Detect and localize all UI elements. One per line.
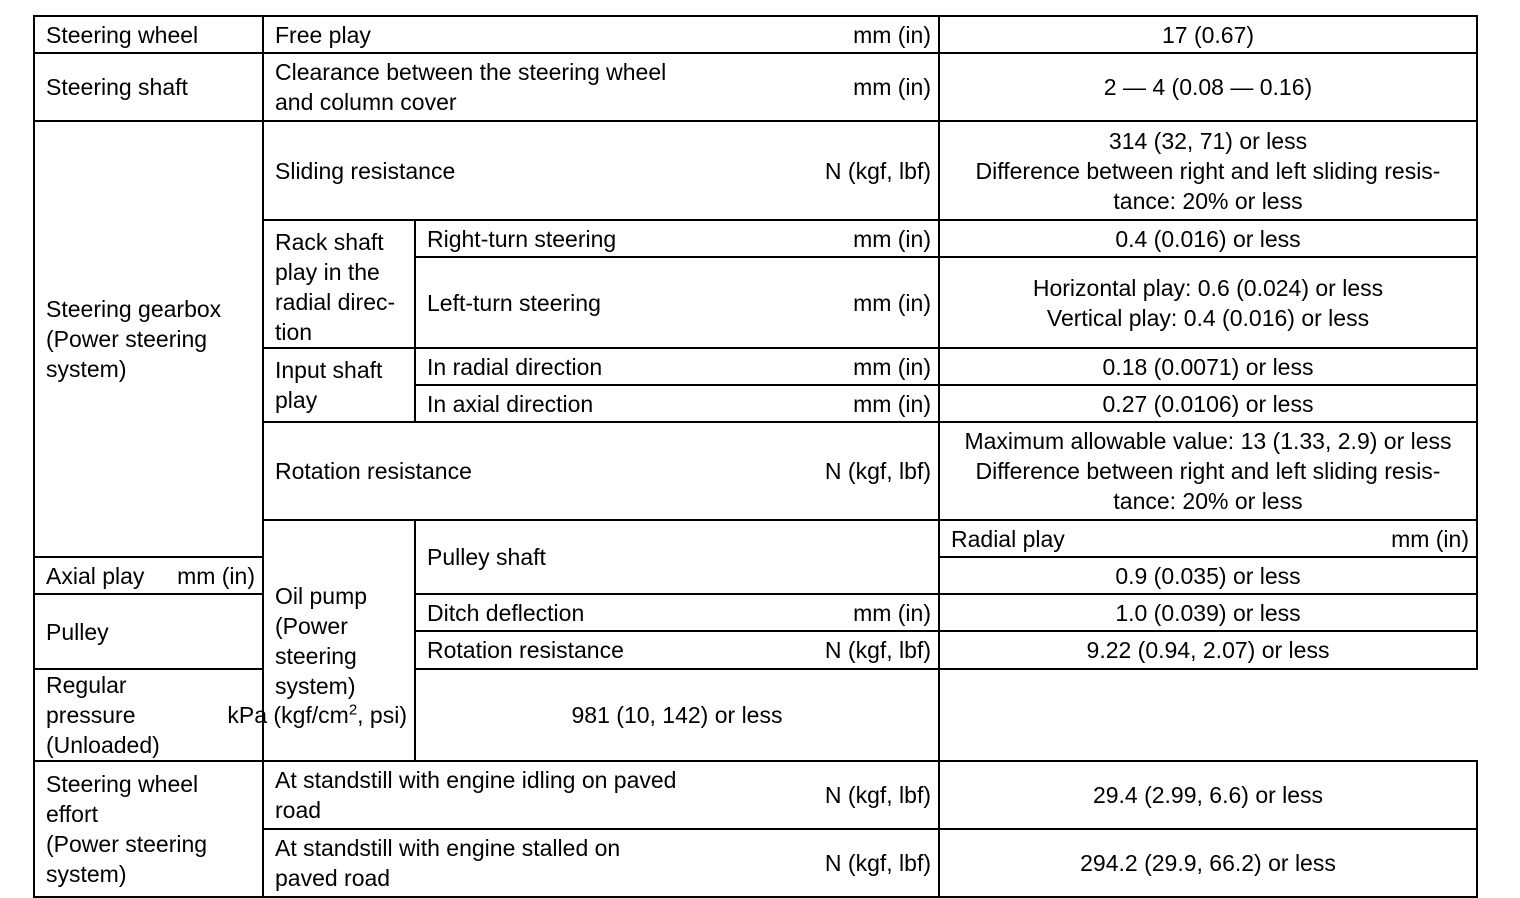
unit-label: N (kgf, lbf) xyxy=(824,782,931,808)
table-row xyxy=(34,669,1477,761)
component-cell xyxy=(34,121,263,557)
table-row xyxy=(34,121,1477,220)
group-line: radial direc- xyxy=(275,289,396,315)
component-line: Oil pump xyxy=(275,582,368,609)
item-label xyxy=(275,765,676,825)
item-label: Ditch deflection xyxy=(427,599,585,626)
component-line: effort xyxy=(46,801,98,827)
group-label: Pulley xyxy=(46,618,109,645)
spec-value: 0.27 (0.0106) or less xyxy=(1102,390,1314,417)
component-line: (Power steering xyxy=(46,326,208,352)
value-line: 314 (32, 71) or less xyxy=(1108,127,1308,154)
unit-label: N (kgf, lbf) xyxy=(824,458,931,484)
unit-label: mm (in) xyxy=(853,21,931,48)
unit-label: mm (in) xyxy=(853,225,931,252)
unit-suffix: , psi) xyxy=(357,702,407,728)
item-label: Radial play xyxy=(951,525,1065,552)
value-line: Vertical play: 0.4 (0.016) or less xyxy=(1046,304,1370,331)
spec-value: 0.18 (0.0071) or less xyxy=(1102,353,1314,380)
component-line: (Power steering xyxy=(46,831,208,857)
group-cell xyxy=(34,594,263,669)
component-label: Steering shaft xyxy=(46,74,188,100)
spec-value: 0.4 (0.016) or less xyxy=(1115,225,1301,252)
group-line: tion xyxy=(275,319,313,345)
unit-label: mm (in) xyxy=(177,562,255,589)
value-cell xyxy=(939,348,1477,385)
value-cell xyxy=(939,829,1477,897)
item-cell xyxy=(34,557,263,594)
unit-prefix: kPa (kgf/cm xyxy=(227,702,349,728)
item-label: Rotation resistance xyxy=(275,458,472,484)
item-line: paved road xyxy=(275,865,391,891)
value-cell xyxy=(939,220,1477,257)
item-label: Rotation resistance xyxy=(427,637,624,663)
value-line: Maximum allowable value: 13 (1.33, 2.9) or less xyxy=(964,428,1452,454)
item-line: road xyxy=(275,797,322,823)
unit-label: N (kgf, lbf) xyxy=(824,850,931,876)
item-label: Free play xyxy=(275,21,371,48)
item-cell xyxy=(34,669,415,761)
value-cell xyxy=(415,669,939,761)
item-label: Regular pressure (Unloaded) xyxy=(46,672,160,758)
item-line: and column cover xyxy=(275,89,457,115)
table-row xyxy=(34,594,1477,631)
component-cell xyxy=(34,53,263,121)
group-cell xyxy=(263,220,415,348)
unit-label: N (kgf, lbf) xyxy=(824,637,931,663)
group-cell xyxy=(263,348,415,422)
value-cell xyxy=(939,557,1477,594)
spec-value: 9.22 (0.94, 2.07) or less xyxy=(1086,637,1330,663)
unit-superscript: 2 xyxy=(348,701,358,719)
value-cell xyxy=(939,631,1477,669)
group-label: Pulley shaft xyxy=(427,544,546,570)
unit-label: mm (in) xyxy=(853,74,931,100)
value-line: Horizontal play: 0.6 (0.024) or less xyxy=(1032,274,1384,301)
item-line: At standstill with engine idling on paved xyxy=(275,767,677,793)
item-cell xyxy=(263,53,939,121)
item-cell xyxy=(415,257,939,348)
spec-value: 1.0 (0.039) or less xyxy=(1115,599,1301,626)
item-line: Clearance between the steering wheel xyxy=(275,59,667,85)
spec-value: 981 (10, 142) or less xyxy=(571,702,783,728)
table-row xyxy=(34,761,1477,829)
value-line: tance: 20% or less xyxy=(1113,187,1303,214)
group-line: Rack shaft xyxy=(275,229,384,255)
table-row xyxy=(34,16,1477,53)
component-line: (Power steering xyxy=(275,612,357,669)
group-cell xyxy=(415,520,939,594)
unit-label: mm (in) xyxy=(853,289,931,316)
group-line: play xyxy=(275,387,318,413)
item-label xyxy=(275,833,620,893)
value-line: Difference between right and left sliding resis- xyxy=(975,458,1441,484)
table-row xyxy=(34,53,1477,121)
spec-value: 17 (0.67) xyxy=(1161,21,1255,48)
item-label: Axial play xyxy=(46,562,145,589)
unit-label: mm (in) xyxy=(1391,525,1469,552)
spec-value: 0.9 (0.035) or less xyxy=(1115,562,1301,589)
component-line: system) xyxy=(46,861,127,887)
item-cell xyxy=(415,348,939,385)
unit-label: mm (in) xyxy=(853,353,931,380)
component-line: system) xyxy=(46,356,127,382)
item-cell xyxy=(263,829,939,897)
spec-value: 29.4 (2.99, 6.6) or less xyxy=(1092,782,1324,808)
item-cell xyxy=(263,422,939,520)
value-cell xyxy=(939,121,1477,220)
value-cell xyxy=(939,385,1477,422)
group-line: play in the xyxy=(275,259,380,285)
component-cell xyxy=(34,16,263,53)
item-cell xyxy=(415,594,939,631)
unit-label xyxy=(219,700,407,730)
item-cell xyxy=(939,520,1477,557)
value-line: tance: 20% or less xyxy=(1113,488,1303,514)
spec-value: 2 — 4 (0.08 — 0.16) xyxy=(1103,74,1313,100)
unit-label: mm (in) xyxy=(853,390,931,417)
item-cell xyxy=(415,631,939,669)
item-cell xyxy=(263,121,939,220)
value-cell xyxy=(939,761,1477,829)
component-line: Steering gearbox xyxy=(46,296,222,322)
item-label: In axial direction xyxy=(427,390,594,417)
service-data-table xyxy=(33,15,1478,898)
value-line: Difference between right and left sliding resis- xyxy=(975,157,1441,184)
item-cell xyxy=(263,16,939,53)
item-label: Left-turn steering xyxy=(427,289,601,316)
component-line: Steering wheel xyxy=(46,771,199,797)
group-line: Input shaft xyxy=(275,357,383,383)
item-label: Right-turn steering xyxy=(427,225,617,252)
spec-value: 294.2 (29.9, 66.2) or less xyxy=(1080,850,1336,876)
item-label: In radial direction xyxy=(427,353,603,380)
item-label: Sliding resistance xyxy=(275,157,456,184)
value-cell xyxy=(939,594,1477,631)
unit-label: N (kgf, lbf) xyxy=(824,157,931,184)
item-cell xyxy=(415,385,939,422)
value-cell xyxy=(939,53,1477,121)
component-cell xyxy=(34,761,263,897)
item-cell xyxy=(415,220,939,257)
component-label: Steering wheel xyxy=(46,21,199,48)
item-cell xyxy=(263,761,939,829)
value-cell xyxy=(939,257,1477,348)
value-cell xyxy=(939,422,1477,520)
component-line: system) xyxy=(275,672,356,699)
value-cell xyxy=(939,16,1477,53)
item-label xyxy=(275,57,666,117)
item-line: At standstill with engine stalled on xyxy=(275,835,621,861)
unit-label: mm (in) xyxy=(853,599,931,626)
